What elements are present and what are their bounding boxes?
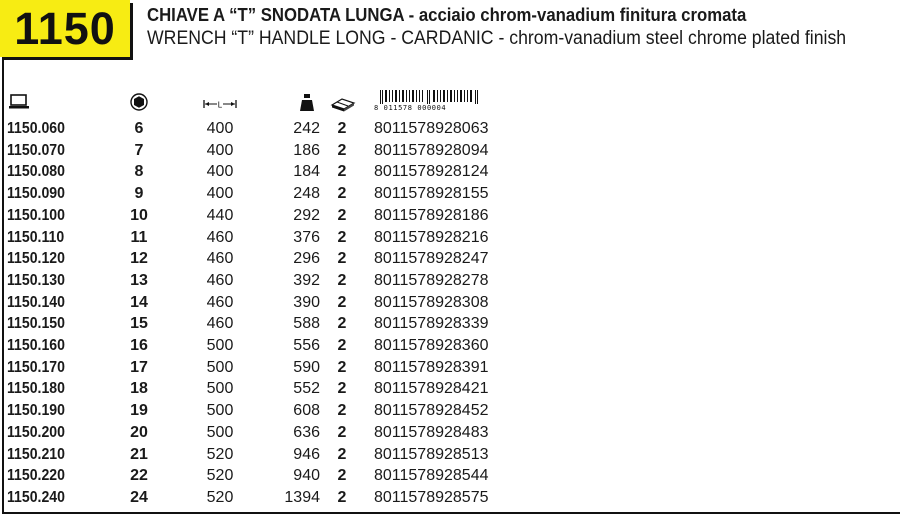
item-code: 1150.100 bbox=[7, 206, 65, 224]
wrench-size: 8 bbox=[134, 163, 144, 181]
ean-code: 8011578928094 bbox=[374, 141, 489, 159]
item-code: 1150.180 bbox=[7, 380, 65, 398]
weight-value: 556 bbox=[293, 337, 320, 354]
table-row bbox=[0, 161, 520, 183]
length-value: 400 bbox=[206, 163, 234, 181]
pack-quantity: 2 bbox=[337, 358, 347, 376]
table-row bbox=[0, 270, 520, 292]
length-value: 520 bbox=[206, 488, 234, 506]
item-code: 1150.070 bbox=[7, 141, 65, 159]
wrench-size: 9 bbox=[134, 185, 144, 203]
ean-code: 8011578928186 bbox=[374, 206, 489, 224]
title-italian: CHIAVE A “T” SNODATA LUNGA - acciaio chrom-vanadium finitura cromata bbox=[147, 5, 747, 25]
table-row bbox=[0, 140, 520, 162]
pack-quantity: 2 bbox=[337, 141, 347, 159]
computer-icon bbox=[8, 94, 30, 110]
table-row bbox=[0, 400, 520, 422]
pack-quantity: 2 bbox=[337, 206, 347, 224]
length-arrow-icon bbox=[203, 99, 237, 109]
pack-quantity: 2 bbox=[337, 120, 347, 137]
ean-code: 8011578928339 bbox=[374, 315, 489, 333]
ean-code: 8011578928391 bbox=[374, 358, 489, 376]
length-value: 500 bbox=[206, 402, 234, 420]
weight-icon bbox=[299, 93, 315, 112]
wrench-size: 12 bbox=[130, 250, 148, 268]
item-code: 1150.150 bbox=[7, 315, 65, 333]
ean-code: 8011578928421 bbox=[374, 380, 489, 398]
pack-quantity: 2 bbox=[337, 488, 347, 506]
barcode-digits: 8 011578 000004 bbox=[374, 104, 447, 112]
table-row bbox=[0, 487, 520, 509]
pack-quantity: 2 bbox=[337, 445, 347, 463]
pack-quantity: 2 bbox=[337, 228, 347, 246]
table-row bbox=[0, 227, 520, 249]
pack-quantity: 2 bbox=[337, 423, 347, 441]
item-code: 1150.160 bbox=[7, 337, 65, 354]
ean-code: 8011578928247 bbox=[374, 250, 489, 268]
ean-code: 8011578928544 bbox=[374, 467, 489, 485]
wrench-size: 17 bbox=[130, 358, 148, 376]
table-row bbox=[0, 292, 520, 314]
weight-value: 292 bbox=[293, 206, 320, 224]
ean-code: 8011578928452 bbox=[374, 402, 489, 420]
wrench-size: 7 bbox=[134, 141, 144, 159]
ean-code: 8011578928513 bbox=[374, 445, 489, 463]
table-row bbox=[0, 378, 520, 400]
item-code: 1150.080 bbox=[7, 163, 65, 181]
pack-quantity: 2 bbox=[337, 185, 347, 203]
weight-value: 376 bbox=[293, 228, 320, 246]
length-value: 460 bbox=[206, 271, 234, 289]
length-value: 460 bbox=[206, 293, 234, 311]
weight-value: 248 bbox=[293, 185, 320, 203]
table-row bbox=[0, 422, 520, 444]
length-value: 460 bbox=[206, 315, 234, 333]
weight-value: 588 bbox=[293, 315, 320, 333]
weight-value: 296 bbox=[293, 250, 320, 268]
wrench-size: 19 bbox=[130, 402, 148, 420]
wrench-size: 11 bbox=[130, 228, 148, 246]
weight-value: 590 bbox=[293, 358, 320, 376]
table-row bbox=[0, 465, 520, 487]
item-code: 1150.140 bbox=[7, 293, 65, 311]
length-value: 400 bbox=[206, 120, 234, 137]
item-code: 1150.210 bbox=[7, 445, 65, 463]
item-code: 1150.240 bbox=[7, 488, 65, 506]
item-code: 1150.130 bbox=[7, 271, 65, 289]
wrench-size: 14 bbox=[130, 293, 148, 311]
pack-quantity: 2 bbox=[337, 315, 347, 333]
title-english: WRENCH “T” HANDLE LONG - CARDANIC - chrom-vanadium steel chrome plated finish bbox=[147, 28, 847, 49]
hex-nut-icon bbox=[130, 93, 148, 111]
item-code: 1150.190 bbox=[7, 402, 65, 420]
length-value: 500 bbox=[206, 337, 234, 354]
pack-quantity: 2 bbox=[337, 250, 347, 268]
wrench-size: 6 bbox=[134, 120, 144, 137]
ean-code: 8011578928483 bbox=[374, 423, 489, 441]
weight-value: 940 bbox=[293, 467, 320, 485]
table-row bbox=[0, 248, 520, 270]
item-code: 1150.110 bbox=[7, 228, 65, 246]
wrench-size: 18 bbox=[130, 380, 148, 398]
table-row bbox=[0, 335, 520, 357]
ean-code: 8011578928360 bbox=[374, 337, 489, 354]
length-value: 500 bbox=[206, 423, 234, 441]
weight-value: 186 bbox=[293, 141, 320, 159]
weight-value: 608 bbox=[293, 402, 320, 420]
length-value: 520 bbox=[206, 445, 234, 463]
length-value: 520 bbox=[206, 467, 234, 485]
ean-code: 8011578928308 bbox=[374, 293, 489, 311]
barcode-icon bbox=[374, 90, 484, 104]
wrench-size: 16 bbox=[130, 337, 148, 354]
ean-code: 8011578928575 bbox=[374, 488, 489, 506]
wrench-size: 15 bbox=[130, 315, 148, 333]
table-row bbox=[0, 118, 520, 140]
pack-quantity: 2 bbox=[337, 163, 347, 181]
item-code: 1150.090 bbox=[7, 185, 65, 203]
weight-value: 552 bbox=[293, 380, 320, 398]
length-value: 440 bbox=[206, 206, 234, 224]
length-value: 400 bbox=[206, 185, 234, 203]
wrench-size: 24 bbox=[130, 488, 148, 506]
item-code: 1150.120 bbox=[7, 250, 65, 268]
table-row bbox=[0, 444, 520, 466]
length-value: 400 bbox=[206, 141, 234, 159]
pack-quantity: 2 bbox=[337, 293, 347, 311]
weight-value: 390 bbox=[293, 293, 320, 311]
weight-value: 184 bbox=[293, 163, 320, 181]
weight-value: 242 bbox=[293, 120, 320, 137]
package-icon bbox=[330, 96, 356, 112]
table-row bbox=[0, 183, 520, 205]
table-row bbox=[0, 313, 520, 335]
table-row bbox=[0, 357, 520, 379]
svg-text:L: L bbox=[217, 100, 223, 109]
table-row bbox=[0, 205, 520, 227]
wrench-size: 21 bbox=[130, 445, 148, 463]
wrench-size: 10 bbox=[130, 206, 148, 224]
length-value: 500 bbox=[206, 380, 234, 398]
weight-value: 636 bbox=[293, 423, 320, 441]
wrench-size: 22 bbox=[130, 467, 148, 485]
item-code: 1150.170 bbox=[7, 358, 65, 376]
item-code: 1150.060 bbox=[7, 120, 65, 137]
pack-quantity: 2 bbox=[337, 402, 347, 420]
wrench-size: 20 bbox=[130, 423, 148, 441]
ean-code: 8011578928155 bbox=[374, 185, 489, 203]
ean-code: 8011578928216 bbox=[374, 228, 489, 246]
ean-code: 8011578928063 bbox=[374, 120, 489, 137]
product-code-badge bbox=[0, 0, 130, 57]
product-code: 1150 bbox=[14, 2, 116, 54]
wrench-size: 13 bbox=[130, 271, 148, 289]
pack-quantity: 2 bbox=[337, 467, 347, 485]
weight-value: 1394 bbox=[284, 488, 320, 506]
item-code: 1150.220 bbox=[7, 467, 65, 485]
pack-quantity: 2 bbox=[337, 337, 347, 354]
item-code: 1150.200 bbox=[7, 423, 65, 441]
ean-code: 8011578928124 bbox=[374, 163, 489, 181]
weight-value: 946 bbox=[293, 445, 320, 463]
length-value: 460 bbox=[206, 250, 234, 268]
ean-code: 8011578928278 bbox=[374, 271, 489, 289]
length-value: 500 bbox=[206, 358, 234, 376]
weight-value: 392 bbox=[293, 271, 320, 289]
length-value: 460 bbox=[206, 228, 234, 246]
pack-quantity: 2 bbox=[337, 271, 347, 289]
pack-quantity: 2 bbox=[337, 380, 347, 398]
